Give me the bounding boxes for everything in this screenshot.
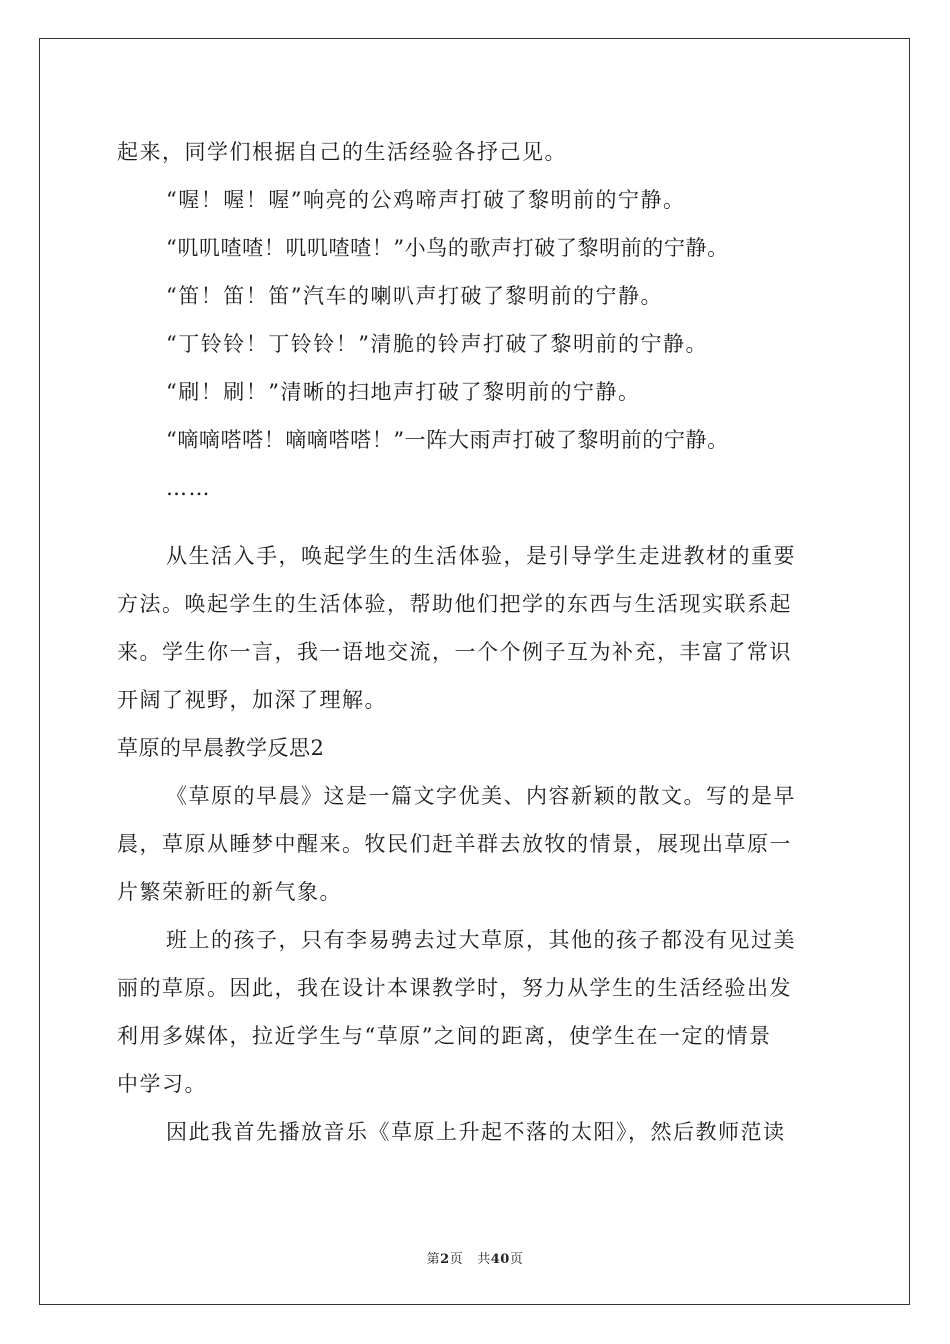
text-line: 开阔了视野，加深了理解。	[117, 688, 387, 712]
page-number: 2	[440, 1252, 450, 1267]
text-line: “喔！喔！喔”响亮的公鸡啼声打破了黎明前的宁静。	[166, 188, 686, 212]
paragraph-gap	[117, 512, 837, 532]
page-footer	[0, 1248, 950, 1267]
text-line: 《草原的早晨》这是一篇文字优美、内容新颖的散文。写的是早	[166, 784, 796, 808]
text-line: 因此我首先播放音乐《草原上升起不落的太阳》，然后教师范读	[166, 1120, 786, 1144]
ellipsis-line: ……	[166, 476, 211, 500]
text-line: “叽叽喳喳！叽叽喳喳！”小鸟的歌声打破了黎明前的宁静。	[166, 236, 729, 260]
text-line: “笛！笛！笛”汽车的喇叭声打破了黎明前的宁静。	[166, 284, 663, 308]
text-line: 中学习。	[117, 1072, 207, 1096]
text-line: 从生活入手，唤起学生的生活体验，是引导学生走进教材的重要	[166, 544, 796, 568]
page-prefix: 第	[426, 1252, 441, 1267]
text-line: “嘀嘀嗒嗒！嘀嘀嗒嗒！”一阵大雨声打破了黎明前的宁静。	[166, 428, 729, 452]
text-line: 丽的草原。因此，我在设计本课教学时，努力从学生的生活经验出发	[117, 976, 792, 1000]
document-body	[117, 128, 837, 1156]
text-line: 晨，草原从睡梦中醒来。牧民们赶羊群去放牧的情景，展现出草原一	[117, 832, 792, 856]
total-prefix: 共	[477, 1252, 491, 1267]
page-suffix: 页	[449, 1252, 464, 1267]
total-suffix: 页	[509, 1252, 524, 1267]
text-line: “刷！刷！”清晰的扫地声打破了黎明前的宁静。	[166, 380, 641, 404]
section-heading: 草原的早晨教学反思2	[117, 736, 325, 760]
text-line: 利用多媒体，拉近学生与“草原”之间的距离，使学生在一定的情景	[117, 1024, 772, 1048]
total-pages: 40	[490, 1252, 510, 1267]
text-line: 起来，同学们根据自己的生活经验各抒己见。	[117, 140, 567, 164]
text-line: “丁铃铃！丁铃铃！”清脆的铃声打破了黎明前的宁静。	[166, 332, 708, 356]
text-line: 片繁荣新旺的新气象。	[117, 880, 342, 904]
text-line: 班上的孩子，只有李易骋去过大草原，其他的孩子都没有见过美	[166, 928, 796, 952]
text-line: 来。学生你一言，我一语地交流，一个个例子互为补充，丰富了常识	[117, 640, 792, 664]
text-line: 方法。唤起学生的生活体验，帮助他们把学的东西与生活现实联系起	[117, 592, 792, 616]
